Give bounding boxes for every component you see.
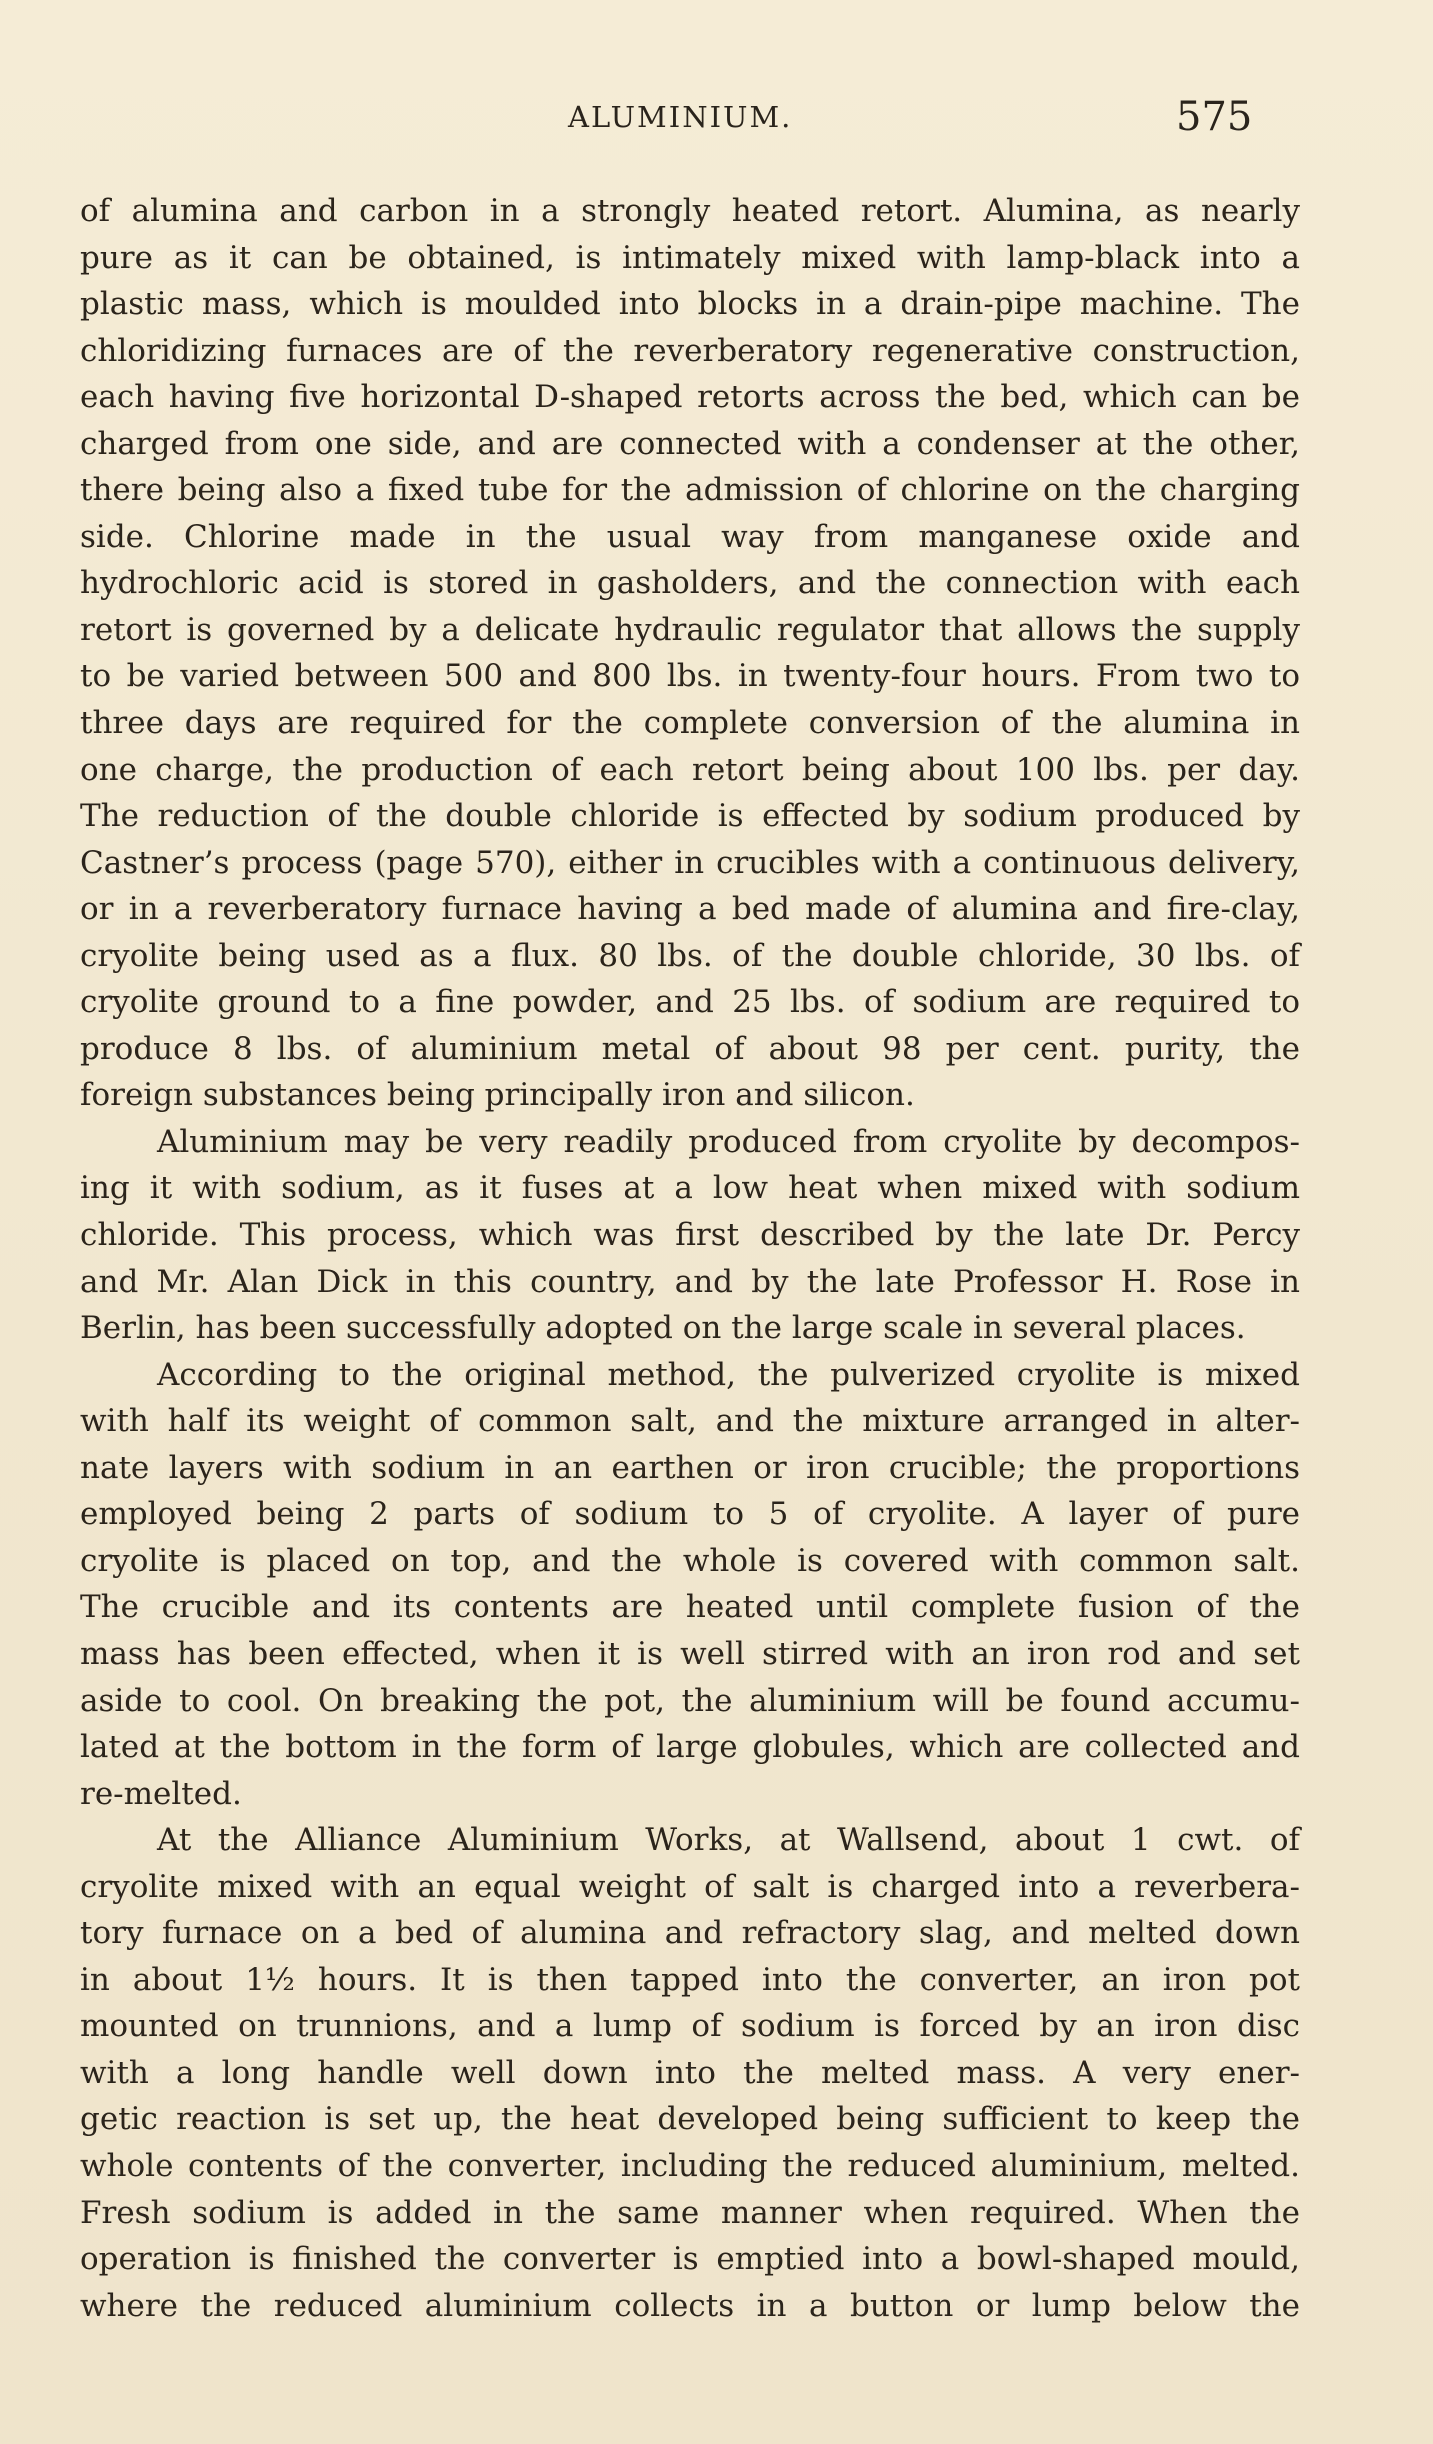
text-line: foreign substances being principally iron and silicon. [80, 1077, 915, 1114]
text-line: cryolite ground to a fine powder, and 25 lbs. of sodium are required to [80, 984, 1300, 1021]
text-line: one charge, the production of each retort being about 100 lbs. per day. [80, 751, 1300, 788]
body-text [80, 188, 1300, 2329]
text-line: operation is finished the converter is emptied into a bowl-shaped mould, [80, 2241, 1300, 2278]
text-line: tory furnace on a bed of alumina and refractory slag, and melted down [80, 1915, 1300, 1952]
text-line: getic reaction is set up, the heat developed being sufficient to keep the [80, 2101, 1300, 2138]
text-line: whole contents of the converter, including the reduced aluminium, melted. [80, 2147, 1300, 2184]
text-line: pure as it can be obtained, is intimately mixed with lamp-black into a [80, 239, 1300, 276]
text-line: mass has been effected, when it is well stirred with an iron rod and set [80, 1635, 1300, 1672]
text-line: Fresh sodium is added in the same manner when required. When the [80, 2194, 1300, 2231]
page-number: 575 [1176, 94, 1253, 140]
running-title: ALUMINIUM. [568, 100, 793, 134]
text-line: Berlin, has been successfully adopted on the large scale in several places. [80, 1310, 1246, 1347]
text-line: The crucible and its contents are heated until complete fusion of the [80, 1589, 1300, 1626]
text-line: of alumina and carbon in a strongly heated retort. Alumina, as nearly [80, 193, 1300, 229]
text-line: cryolite being used as a flux. 80 lbs. of the double chloride, 30 lbs. of [80, 937, 1300, 974]
text-line: where the reduced aluminium collects in a button or lump below the [80, 2287, 1300, 2324]
text-line: with half its weight of common salt, and the mixture arranged in alter- [80, 1403, 1300, 1440]
text-line: chloridizing furnaces are of the reverberatory regenerative construction, [80, 332, 1300, 369]
text-line: cryolite is placed on top, and the whole is covered with common salt. [80, 1542, 1300, 1579]
paragraph-start-line: At the Alliance Aluminium Works, at Wallsend, about 1 cwt. of [157, 1822, 1300, 1859]
text-line: lated at the bottom in the form of large globules, which are collected and [80, 1729, 1300, 1766]
text-line: produce 8 lbs. of aluminium metal of about 98 per cent. purity, the [80, 1030, 1300, 1067]
text-line: in about 1½ hours. It is then tapped into the converter, an iron pot [80, 1961, 1300, 1998]
text-line: aside to cool. On breaking the pot, the aluminium will be found accumu- [80, 1682, 1300, 1719]
paragraph-start-line: Aluminium may be very readily produced from cryolite by decompos- [157, 1123, 1300, 1160]
text-line: hydrochloric acid is stored in gasholders, and the connection with each [80, 565, 1300, 602]
text-line: employed being 2 parts of sodium to 5 of cryolite. A layer of pure [80, 1496, 1300, 1533]
text-line: ing it with sodium, as it fuses at a low heat when mixed with sodium [80, 1170, 1300, 1207]
page-header [0, 94, 1433, 150]
text-line: each having five horizontal D-shaped retorts across the bed, which can be [80, 379, 1300, 416]
text-line: or in a reverberatory furnace having a bed made of alumina and fire-clay, [80, 891, 1300, 928]
text-line: there being also a fixed tube for the admission of chlorine on the charging [80, 472, 1300, 509]
text-line: mounted on trunnions, and a lump of sodium is forced by an iron disc [80, 2008, 1300, 2045]
text-line: three days are required for the complete conversion of the alumina in [80, 705, 1300, 742]
text-line: retort is governed by a delicate hydraulic regulator that allows the supply [80, 611, 1300, 648]
text-line: charged from one side, and are connected with a condenser at the other, [80, 425, 1300, 462]
text-line: side. Chlorine made in the usual way from manganese oxide and [80, 518, 1300, 555]
text-line: The reduction of the double chloride is effected by sodium produced by [80, 798, 1300, 835]
text-line: nate layers with sodium in an earthen or iron crucible; the proportions [80, 1449, 1300, 1486]
text-line: with a long handle well down into the melted mass. A very ener- [80, 2054, 1300, 2091]
paragraph-start-line: According to the original method, the pulverized cryolite is mixed [157, 1356, 1300, 1393]
text-line: cryolite mixed with an equal weight of salt is charged into a reverbera- [80, 1868, 1300, 1905]
text-line: to be varied between 500 and 800 lbs. in twenty-four hours. From two to [80, 658, 1300, 695]
text-line: plastic mass, which is moulded into blocks in a drain-pipe machine. The [80, 286, 1300, 323]
text-line: re-melted. [80, 1775, 242, 1812]
text-line: and Mr. Alan Dick in this country, and by the late Professor H. Rose in [80, 1263, 1300, 1300]
text-line: chloride. This process, which was first described by the late Dr. Percy [80, 1217, 1300, 1254]
text-line: Castner’s process (page 570), either in crucibles with a continuous delivery, [80, 844, 1300, 881]
